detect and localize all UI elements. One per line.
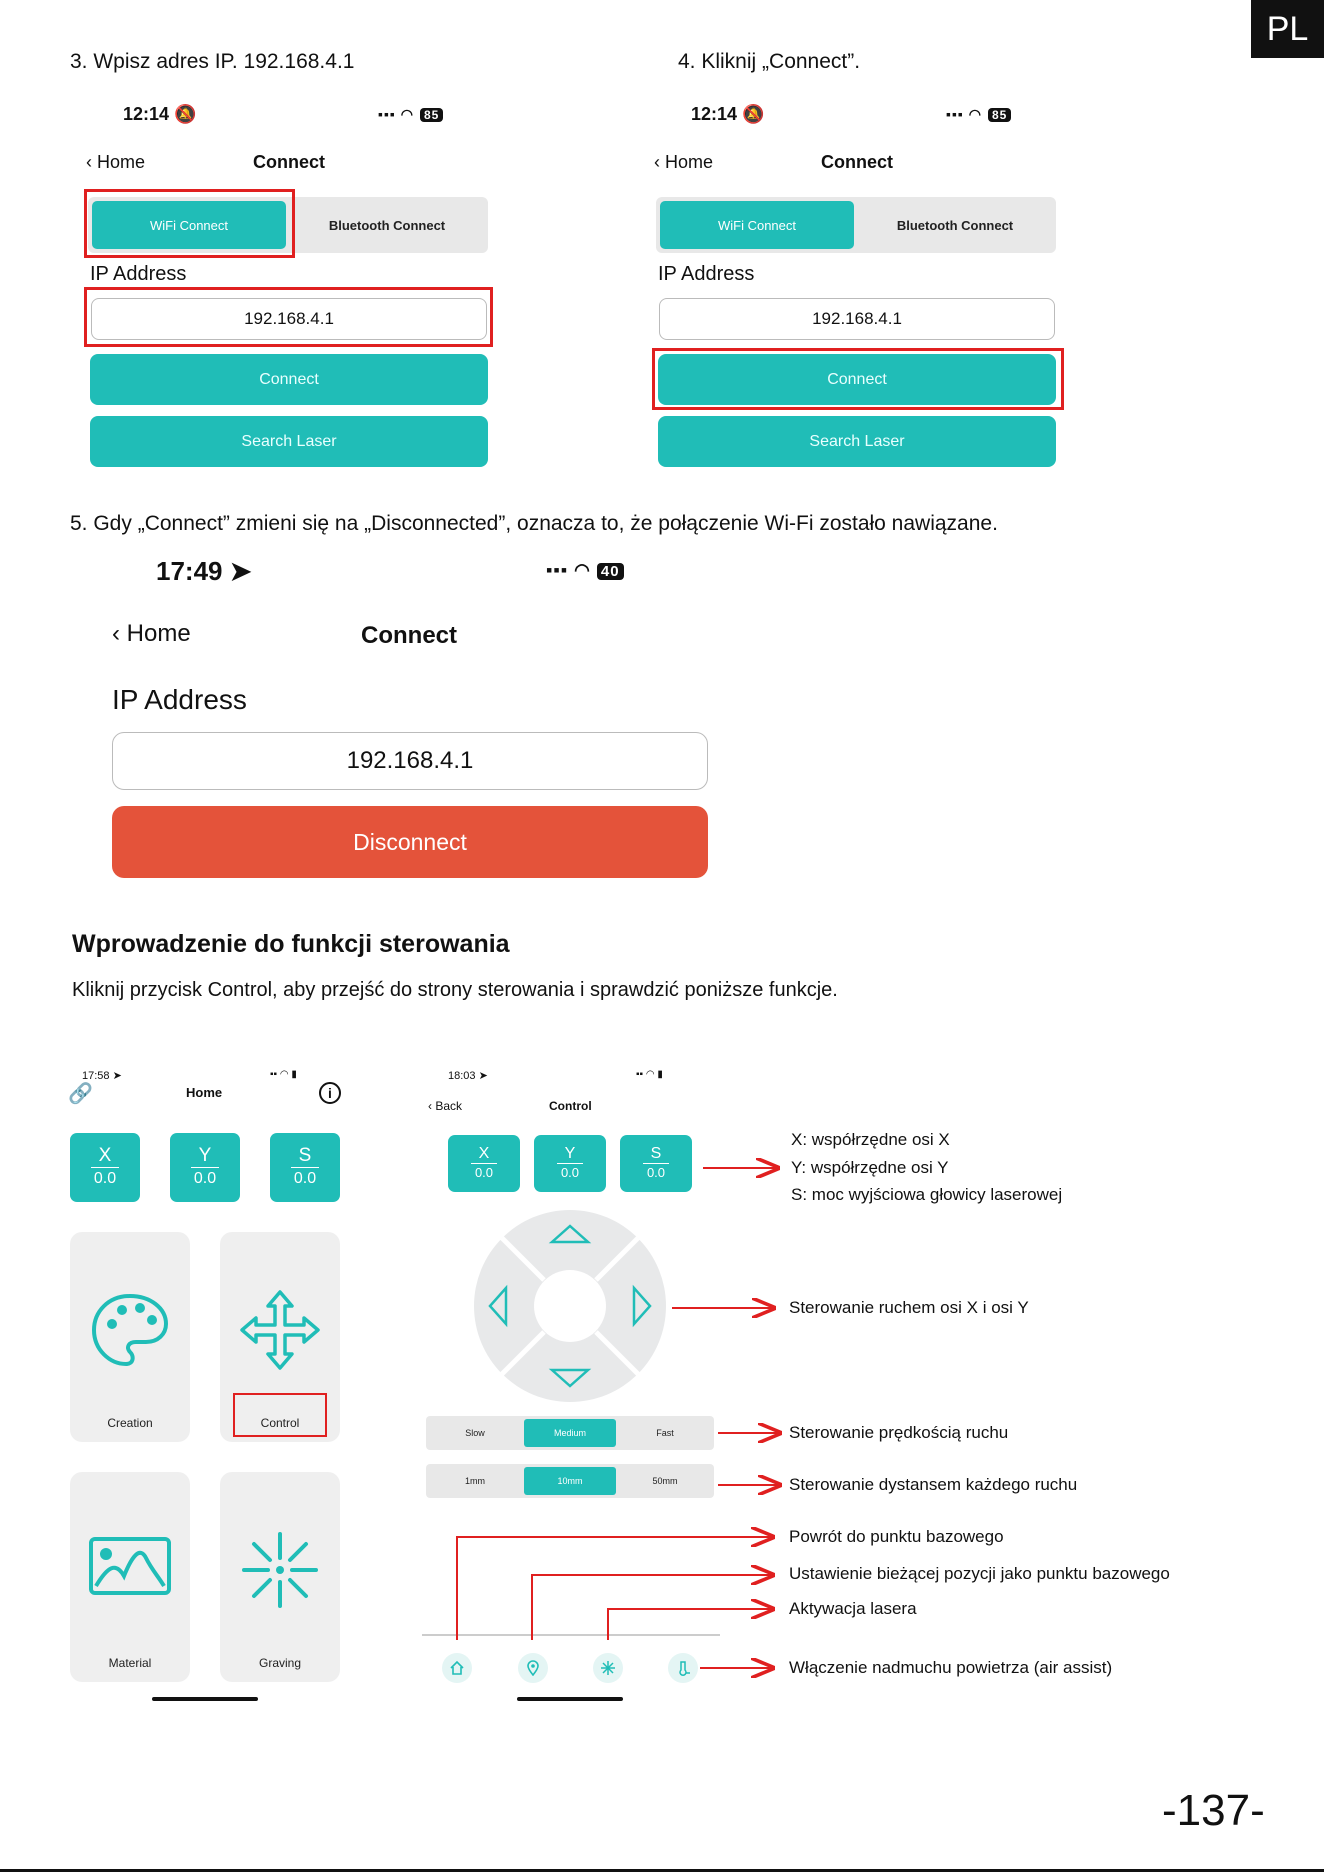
arrow-home: [457, 1537, 773, 1640]
distance-1mm[interactable]: 1mm: [465, 1476, 485, 1486]
home-indicator: [517, 1697, 623, 1701]
laser-burst-icon: [240, 1530, 320, 1610]
connect-button[interactable]: Connect: [658, 354, 1056, 405]
map-pin-icon: [525, 1660, 541, 1676]
card-label: Graving: [258, 1656, 302, 1670]
back-button[interactable]: ‹ Home: [654, 152, 714, 172]
card-material[interactable]: [70, 1472, 190, 1682]
disconnect-button[interactable]: Disconnect: [112, 806, 708, 878]
battery-badge: 85: [420, 108, 443, 122]
callout-distance: Sterowanie dystansem każdego ruchu: [789, 1475, 1078, 1494]
status-time: 17:58 ➤: [82, 1070, 122, 1082]
home-position-button[interactable]: [442, 1653, 472, 1683]
coord-s-box: S 0.0: [270, 1133, 340, 1202]
coord-s-box: S 0.0: [620, 1135, 692, 1192]
info-icon[interactable]: i: [319, 1082, 341, 1104]
palette-icon: [90, 1290, 170, 1370]
ip-address-input[interactable]: 192.168.4.1: [91, 298, 487, 340]
card-label: Material: [108, 1656, 152, 1670]
arrow-set-home: [532, 1575, 773, 1640]
callout-y: Y: współrzędne osi Y: [791, 1158, 949, 1177]
screen-title: Home: [186, 1085, 223, 1100]
set-origin-button[interactable]: [518, 1653, 548, 1683]
card-label: Control: [260, 1416, 300, 1430]
ip-address-label: IP Address: [90, 263, 187, 285]
speed-slow[interactable]: Slow: [465, 1428, 485, 1438]
divider: [422, 1634, 720, 1636]
section-heading: Wprowadzenie do funkcji sterowania: [72, 930, 510, 958]
status-time: 12:14 🔕: [691, 104, 765, 124]
step-3-text: 3. Wpisz adres IP. 192.168.4.1: [70, 50, 355, 73]
callout-home: Powrót do punktu bazowego: [789, 1527, 1004, 1546]
bell-off-icon: 🔕: [174, 104, 197, 124]
highlight-box: [233, 1393, 327, 1437]
ip-address-label: IP Address: [112, 684, 247, 715]
highlight-box: [84, 287, 493, 347]
callout-set-home: Ustawienie bieżącej pozycji jako punktu bazowego: [789, 1564, 1170, 1583]
ip-address-label: IP Address: [658, 263, 755, 285]
wifi-icon: ◠: [400, 106, 414, 122]
ip-address-input[interactable]: 192.168.4.1: [659, 298, 1055, 340]
step-5-text: 5. Gdy „Connect” zmieni się na „Disconnected”, oznacza to, że połączenie Wi-Fi zostało nawiązane.: [70, 512, 998, 535]
tab-wifi-connect[interactable]: WiFi Connect: [92, 201, 286, 249]
callout-air: Włączenie nadmuchu powietrza (air assist): [789, 1658, 1113, 1677]
search-laser-button[interactable]: Search Laser: [658, 416, 1056, 467]
language-tab: PL: [1251, 0, 1324, 58]
air-assist-button[interactable]: [668, 1653, 698, 1683]
screen-title: Connect: [253, 152, 325, 172]
battery-badge: 40: [597, 563, 624, 580]
highlight-box: [652, 348, 1064, 410]
home-indicator: [152, 1697, 258, 1701]
chevron-left-icon: ‹: [428, 1099, 432, 1113]
speed-fast[interactable]: Fast: [656, 1428, 674, 1438]
status-icons: ▪▪ ◠ ▮: [270, 1069, 297, 1080]
status-icons: ▪▪▪ ◠ 40: [546, 560, 624, 581]
tab-bluetooth-connect[interactable]: Bluetooth Connect: [896, 217, 1014, 233]
status-icons: ▪▪▪ ◠ 85: [378, 106, 443, 123]
bell-off-icon: 🔕: [742, 104, 765, 124]
link-icon[interactable]: 🔗: [68, 1083, 93, 1105]
chevron-left-icon: ‹: [112, 620, 120, 647]
status-icons: ▪▪ ◠ ▮: [636, 1069, 663, 1080]
coord-x-box: X 0.0: [70, 1133, 140, 1202]
status-time: 17:49 ➤: [156, 556, 252, 586]
callout-laser: Aktywacja lasera: [789, 1599, 917, 1618]
connect-button[interactable]: Connect: [90, 354, 488, 405]
wifi-icon: ◠: [574, 560, 591, 580]
move-arrows-icon: [238, 1288, 322, 1372]
status-time: 12:14 🔕: [123, 104, 197, 124]
card-label: Creation: [107, 1416, 153, 1430]
step-4-text: 4. Kliknij „Connect”.: [678, 50, 861, 73]
tab-bluetooth-connect[interactable]: Bluetooth Connect: [328, 217, 446, 233]
wifi-icon: ◠: [968, 106, 982, 122]
callout-speed: Sterowanie prędkością ruchu: [789, 1423, 1009, 1442]
house-icon: [449, 1660, 465, 1676]
screen-title: Control: [549, 1099, 592, 1113]
coord-y-box: Y 0.0: [170, 1133, 240, 1202]
section-text: Kliknij przycisk Control, aby przejść do strony sterowania i sprawdzić poniższe funkcje.: [72, 979, 838, 1001]
laser-activate-button[interactable]: [593, 1653, 623, 1683]
location-arrow-icon: ➤: [229, 556, 252, 586]
chevron-left-icon: ‹: [654, 152, 660, 172]
battery-badge: 85: [988, 108, 1011, 122]
air-assist-icon: [675, 1660, 691, 1676]
callout-x: X: współrzędne osi X: [791, 1130, 950, 1149]
callout-s: S: moc wyjściowa głowicy laserowej: [791, 1185, 1063, 1204]
laser-burst-icon: [600, 1660, 616, 1676]
image-icon: [88, 1536, 172, 1596]
screen-title: Connect: [821, 152, 893, 172]
status-time: 18:03 ➤: [448, 1070, 488, 1082]
page-number: -137-: [1162, 1786, 1265, 1835]
speed-medium[interactable]: Medium: [524, 1419, 616, 1447]
ip-address-input[interactable]: 192.168.4.1: [112, 732, 708, 790]
coord-y-box: Y 0.0: [534, 1135, 606, 1192]
chevron-left-icon: ‹: [86, 152, 92, 172]
distance-10mm[interactable]: 10mm: [524, 1467, 616, 1495]
back-button[interactable]: ‹ Home: [86, 152, 146, 172]
back-button[interactable]: ‹ Back: [428, 1099, 463, 1113]
status-icons: ▪▪▪ ◠ 85: [946, 106, 1011, 123]
highlight-box: [84, 189, 295, 258]
direction-pad[interactable]: [472, 1208, 668, 1404]
search-laser-button[interactable]: Search Laser: [90, 416, 488, 467]
callout-move: Sterowanie ruchem osi X i osi Y: [789, 1298, 1029, 1317]
card-creation[interactable]: [70, 1232, 190, 1442]
screen-title: Connect: [361, 622, 457, 649]
distance-50mm[interactable]: 50mm: [652, 1476, 678, 1486]
card-graving[interactable]: [220, 1472, 340, 1682]
coord-x-box: X 0.0: [448, 1135, 520, 1192]
back-button[interactable]: ‹ Home: [112, 620, 191, 647]
tab-wifi-connect[interactable]: WiFi Connect: [660, 201, 854, 249]
